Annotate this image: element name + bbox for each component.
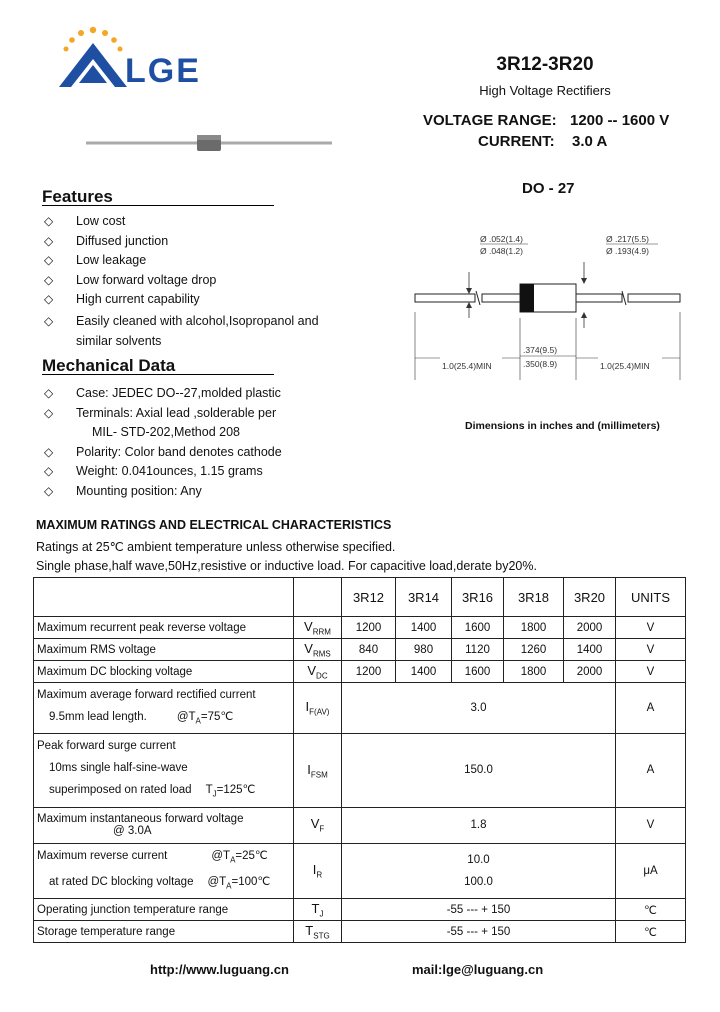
value-cell: 1600 bbox=[452, 661, 504, 683]
list-item: ◇ Diffused junction bbox=[44, 232, 344, 252]
table-row bbox=[34, 639, 686, 661]
unit-cell: ℃ bbox=[616, 921, 686, 943]
table-row bbox=[34, 843, 686, 899]
list-item: ◇ Weight: 0.041ounces, 1.15 grams bbox=[44, 462, 344, 482]
list-item: ◇ Mounting position: Any bbox=[44, 482, 344, 502]
unit-cell: V bbox=[616, 639, 686, 661]
col-3r14: 3R14 bbox=[396, 578, 452, 617]
diamond-bullet-icon: ◇ bbox=[44, 464, 54, 479]
table-header-row bbox=[34, 578, 686, 617]
value-cell: -55 --- + 150 bbox=[342, 921, 616, 943]
body-len-min: .350(8.9) bbox=[523, 359, 558, 369]
ratings-title: MAXIMUM RATINGS AND ELECTRICAL CHARACTERISTICS bbox=[36, 518, 392, 532]
param-cell: Maximum DC blocking voltage bbox=[34, 661, 294, 683]
table-row bbox=[34, 617, 686, 639]
body-dia-min: Ø .193(4.9) bbox=[606, 246, 649, 256]
table-row bbox=[34, 807, 686, 843]
list-item: ◇ Case: JEDEC DO--27,molded plastic bbox=[44, 384, 344, 404]
diamond-bullet-icon: ◇ bbox=[44, 272, 54, 287]
value-cell: 10.0 100.0 bbox=[342, 843, 616, 899]
col-3r16: 3R16 bbox=[452, 578, 504, 617]
symbol-cell: $T_J$ bbox=[294, 899, 342, 921]
param-cell: Maximum RMS voltage bbox=[34, 639, 294, 661]
param-cell: Peak forward surge current 10ms single half-sine-wave superimposed on rated load $T_J=125℃$ bbox=[34, 734, 294, 807]
value-cell: 1.8 bbox=[342, 807, 616, 843]
ratings-table bbox=[33, 577, 686, 943]
col-3r18: 3R18 bbox=[504, 578, 564, 617]
dimension-caption: Dimensions in inches and (millimeters) bbox=[465, 420, 660, 432]
value-cell: 1200 bbox=[342, 661, 396, 683]
unit-cell: A bbox=[616, 683, 686, 734]
value-cell: 150.0 bbox=[342, 734, 616, 807]
lead-len-left: 1.0(25.4)MIN bbox=[442, 361, 492, 371]
features-list bbox=[44, 212, 344, 351]
list-item: ◇ Polarity: Color band denotes cathode bbox=[44, 443, 344, 463]
mechanical-title: Mechanical Data bbox=[42, 356, 176, 375]
col-3r12: 3R12 bbox=[342, 578, 396, 617]
param-cell: Maximum reverse current $@T_A=25℃$ at rated DC blocking voltage $@T_A=100℃$ bbox=[34, 843, 294, 899]
unit-cell: V bbox=[616, 661, 686, 683]
subtitle: High Voltage Rectifiers bbox=[479, 83, 611, 98]
ratings-note-1: Ratings at 25℃ ambient temperature unless otherwise specified. bbox=[36, 540, 396, 554]
brand-name: LGE bbox=[125, 52, 201, 90]
value-cell: 1200 bbox=[342, 617, 396, 639]
list-item: ◇ Easily cleaned with alcohol,Isopropanol and bbox=[44, 312, 344, 332]
footer-website-link[interactable]: http://www.luguang.cn bbox=[150, 962, 289, 977]
list-item: similar solvents bbox=[76, 333, 162, 348]
unit-cell: ℃ bbox=[616, 899, 686, 921]
diamond-bullet-icon: ◇ bbox=[44, 292, 54, 307]
value-cell: 3.0 bbox=[342, 683, 616, 734]
param-cell: Maximum average forward rectified current 9.5mm lead length. $@T_A=75℃$ bbox=[34, 683, 294, 734]
param-cell: Maximum recurrent peak reverse voltage bbox=[34, 617, 294, 639]
current-value: 3.0 A bbox=[572, 133, 608, 150]
diode-photo bbox=[86, 132, 332, 154]
param-cell: Operating junction temperature range bbox=[34, 899, 294, 921]
col-3r20: 3R20 bbox=[564, 578, 616, 617]
value-cell: 980 bbox=[396, 639, 452, 661]
diamond-bullet-icon: ◇ bbox=[44, 214, 54, 228]
lead-dia-min: Ø .048(1.2) bbox=[480, 246, 523, 256]
package-dimension-drawing bbox=[410, 228, 690, 388]
table-row bbox=[34, 921, 686, 943]
symbol-cell: $I_{F(AV)}$ bbox=[294, 683, 342, 734]
diamond-bullet-icon: ◇ bbox=[44, 483, 54, 498]
header-param bbox=[34, 578, 294, 617]
value-cell: 2000 bbox=[564, 661, 616, 683]
voltage-range-label: VOLTAGE RANGE: bbox=[423, 112, 557, 129]
value-cell: 840 bbox=[342, 639, 396, 661]
value-cell: 2000 bbox=[564, 617, 616, 639]
param-cell: Maximum instantaneous forward voltage @ 3.0A bbox=[34, 807, 294, 843]
value-cell: -55 --- + 150 bbox=[342, 899, 616, 921]
symbol-cell: $I_R$ bbox=[294, 843, 342, 899]
unit-cell: μA bbox=[616, 843, 686, 899]
mechanical-rule bbox=[42, 374, 274, 375]
unit-cell: V bbox=[616, 617, 686, 639]
current-label: CURRENT: bbox=[478, 133, 555, 150]
value-cell: 1400 bbox=[396, 617, 452, 639]
mechanical-list bbox=[44, 384, 344, 502]
table-row bbox=[34, 899, 686, 921]
symbol-cell: $V_F$ bbox=[294, 807, 342, 843]
ratings-note-2: Single phase,half wave,50Hz,resistive or inductive load. For capacitive load,derate by20%. bbox=[36, 559, 537, 573]
table-row bbox=[34, 683, 686, 734]
value-cell: 1400 bbox=[564, 639, 616, 661]
value-cell: 1600 bbox=[452, 617, 504, 639]
diamond-bullet-icon: ◇ bbox=[44, 253, 54, 268]
list-item: ◇ Low cost bbox=[44, 212, 344, 232]
diamond-bullet-icon: ◇ bbox=[44, 386, 54, 400]
symbol-cell: $T_{STG}$ bbox=[294, 921, 342, 943]
features-title: Features bbox=[42, 187, 113, 206]
diamond-bullet-icon: ◇ bbox=[44, 233, 54, 248]
body-dia-max: Ø .217(5.5) bbox=[606, 234, 649, 244]
voltage-range-value: 1200 -- 1600 V bbox=[570, 112, 670, 129]
lead-len-right: 1.0(25.4)MIN bbox=[600, 361, 650, 371]
list-item: ◇ Low leakage bbox=[44, 251, 344, 271]
value-cell: 1400 bbox=[396, 661, 452, 683]
diamond-bullet-icon: ◇ bbox=[44, 313, 54, 328]
value-cell: 1260 bbox=[504, 639, 564, 661]
diamond-bullet-icon: ◇ bbox=[44, 444, 54, 459]
value-cell: 1800 bbox=[504, 617, 564, 639]
symbol-cell: $V_{RRM}$ bbox=[294, 617, 342, 639]
value-cell: 1800 bbox=[504, 661, 564, 683]
body-len-max: .374(9.5) bbox=[523, 345, 558, 355]
value-cell: 1120 bbox=[452, 639, 504, 661]
list-item: ◇ High current capability bbox=[44, 290, 344, 310]
unit-cell: V bbox=[616, 807, 686, 843]
lead-dia-max: Ø .052(1.4) bbox=[480, 234, 523, 244]
table-row bbox=[34, 734, 686, 807]
package-name: DO - 27 bbox=[522, 180, 575, 197]
unit-cell: A bbox=[616, 734, 686, 807]
param-cell: Storage temperature range bbox=[34, 921, 294, 943]
lge-logo-icon bbox=[55, 25, 131, 91]
symbol-cell: $V_{DC}$ bbox=[294, 661, 342, 683]
header-symbol bbox=[294, 578, 342, 617]
diamond-bullet-icon: ◇ bbox=[44, 405, 54, 420]
part-range-title: 3R12-3R20 bbox=[496, 54, 594, 75]
list-item: MIL- STD-202,Method 208 bbox=[92, 425, 240, 440]
footer-email-link[interactable]: mail:lge@luguang.cn bbox=[412, 962, 544, 977]
features-rule bbox=[42, 205, 274, 206]
col-units: UNITS bbox=[616, 578, 686, 617]
symbol-cell: $I_{FSM}$ bbox=[294, 734, 342, 807]
list-item: ◇ Low forward voltage drop bbox=[44, 271, 344, 291]
list-item: ◇ Terminals: Axial lead ,solderable per bbox=[44, 404, 344, 424]
table-row bbox=[34, 661, 686, 683]
symbol-cell: $V_{RMS}$ bbox=[294, 639, 342, 661]
